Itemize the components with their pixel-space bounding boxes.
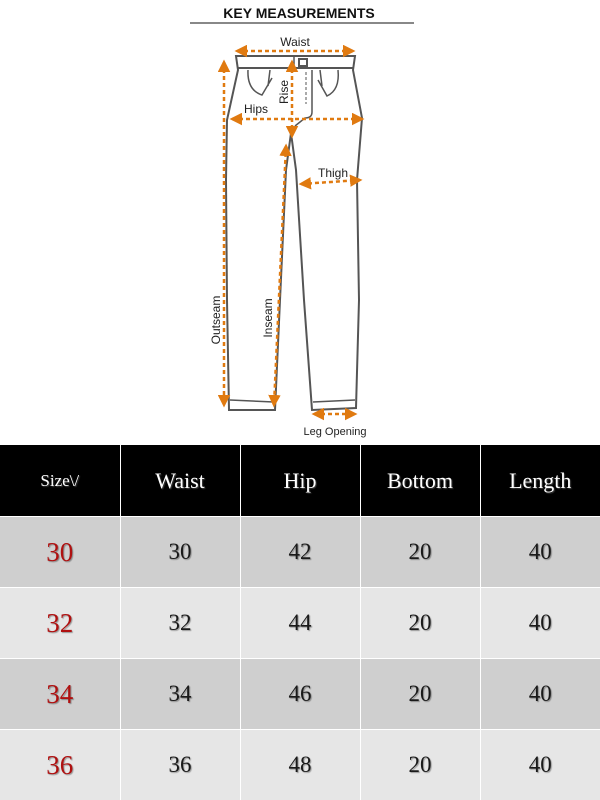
header-waist: Waist <box>120 445 240 517</box>
waist-cell: 36 <box>120 730 240 800</box>
hip-cell: 46 <box>240 659 360 730</box>
rise-label: Rise <box>277 80 291 104</box>
waist-cell: 32 <box>120 588 240 659</box>
length-cell: 40 <box>480 730 600 800</box>
size-cell: 36 <box>0 730 120 800</box>
bottom-cell: 20 <box>360 588 480 659</box>
length-cell: 40 <box>480 517 600 588</box>
diagram-heading: KEY MEASUREMENTS <box>223 5 374 21</box>
size-cell: 32 <box>0 588 120 659</box>
header-bottom: Bottom <box>360 445 480 517</box>
header-hip: Hip <box>240 445 360 517</box>
header-length: Length <box>480 445 600 517</box>
size-cell: 34 <box>0 659 120 730</box>
waist-cell: 30 <box>120 517 240 588</box>
bottom-cell: 20 <box>360 517 480 588</box>
table-row <box>0 730 600 800</box>
bottom-cell: 20 <box>360 659 480 730</box>
table-header-row <box>0 445 600 517</box>
inseam-label: Inseam <box>261 298 275 337</box>
table-row <box>0 659 600 730</box>
hips-label: Hips <box>244 102 268 116</box>
thigh-label: Thigh <box>318 166 348 180</box>
leg-opening-label: Leg Opening <box>304 426 367 438</box>
hip-cell: 42 <box>240 517 360 588</box>
waist-cell: 34 <box>120 659 240 730</box>
length-cell: 40 <box>480 588 600 659</box>
bottom-cell: 20 <box>360 730 480 800</box>
hip-cell: 44 <box>240 588 360 659</box>
waist-label: Waist <box>280 35 310 49</box>
length-cell: 40 <box>480 659 600 730</box>
size-table <box>0 445 600 800</box>
outseam-label: Outseam <box>209 296 223 345</box>
table-row <box>0 517 600 588</box>
inseam-arrow <box>274 146 286 405</box>
header-size: Size\/ <box>0 445 120 517</box>
table-row <box>0 588 600 659</box>
size-cell: 30 <box>0 517 120 588</box>
thigh-arrow <box>301 180 360 184</box>
hip-cell: 48 <box>240 730 360 800</box>
